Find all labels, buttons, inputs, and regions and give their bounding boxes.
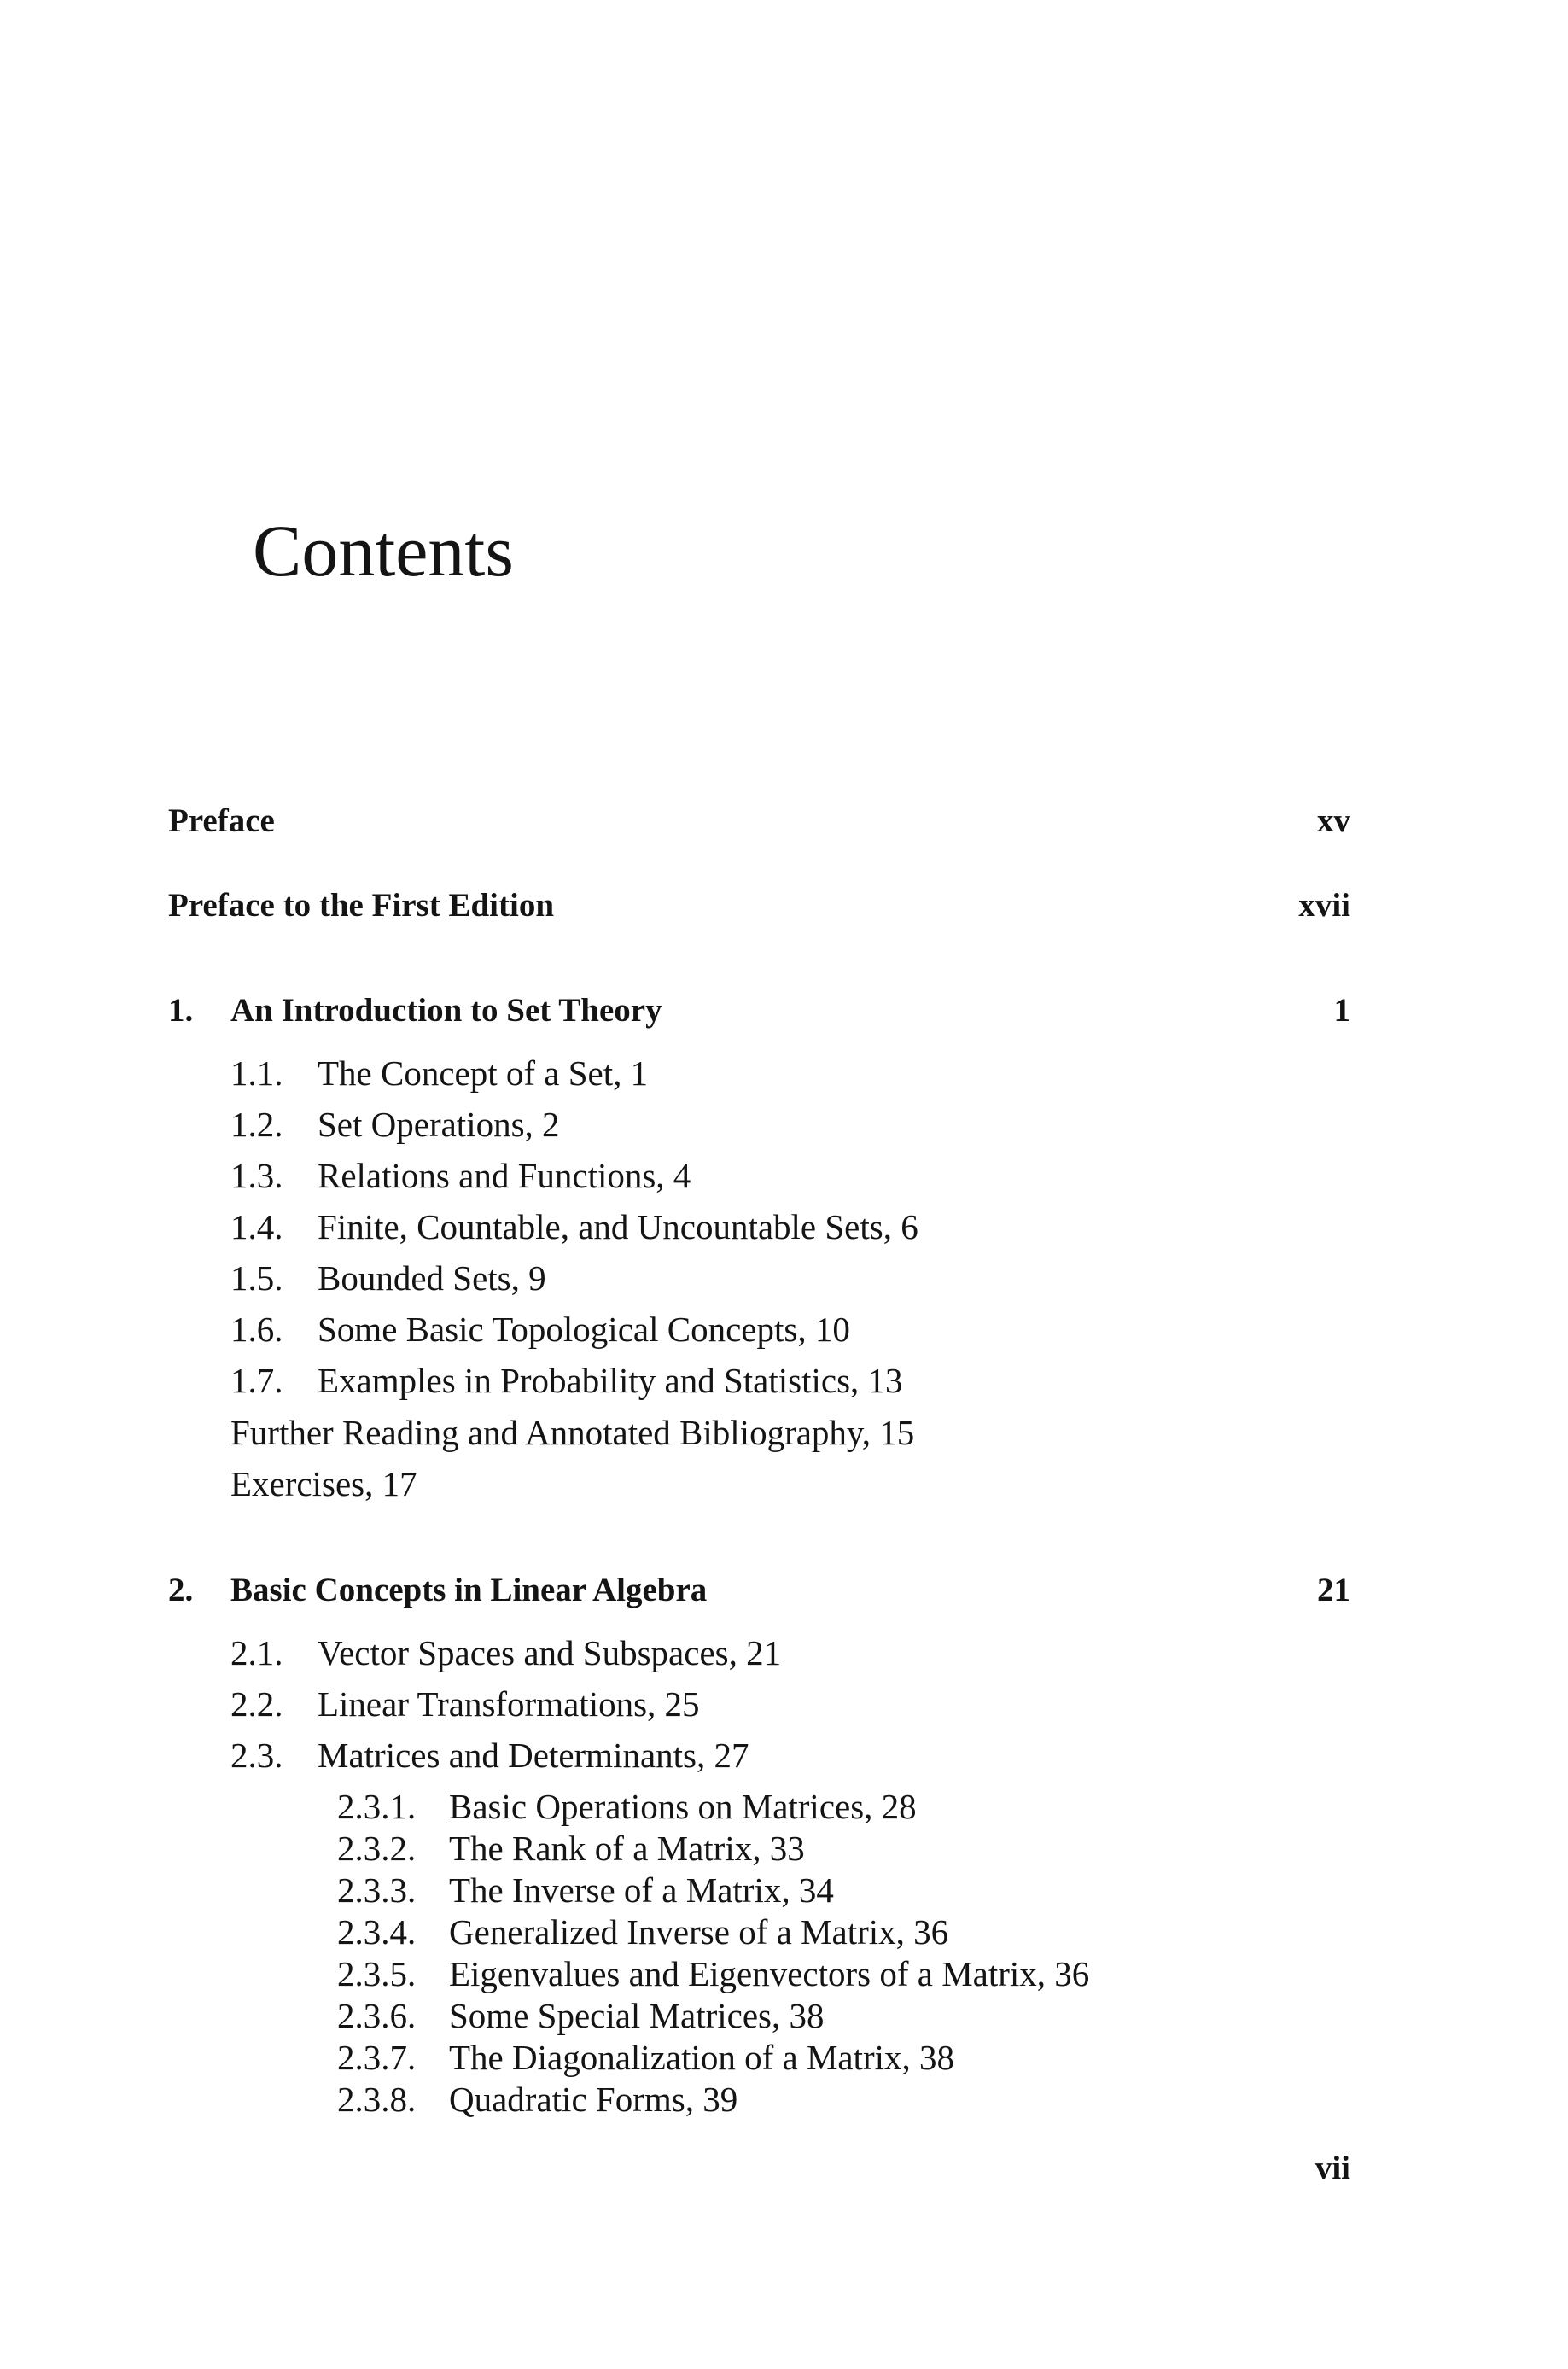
chapter-number: 2.: [168, 1572, 194, 1608]
subsection-title: Quadratic Forms, 39: [449, 2080, 738, 2119]
section-number: 1.7.: [230, 1361, 283, 1400]
section-title: Matrices and Determinants, 27: [318, 1736, 749, 1775]
table-of-contents: [168, 0, 1350, 2369]
section-title: Relations and Functions, 4: [318, 1156, 691, 1195]
toc-chapter-2[interactable]: [168, 1565, 1350, 1616]
chapter-title: An Introduction to Set Theory: [230, 992, 662, 1029]
chapter-title: Basic Concepts in Linear Algebra: [230, 1572, 708, 1608]
section-number: 1.1.: [230, 1053, 283, 1093]
section-number: 2.3.: [230, 1736, 283, 1775]
subsection-title: The Diagonalization of a Matrix, 38: [449, 2038, 955, 2077]
toc-entry-further-reading[interactable]: Further Reading and Annotated Bibliography, 15: [230, 1413, 915, 1452]
toc-entry-preface-first-edition[interactable]: [168, 880, 1350, 931]
subsection-title: Basic Operations on Matrices, 28: [449, 1787, 917, 1826]
subsection-number: 2.3.5.: [337, 1954, 417, 1993]
subsection-title: Eigenvalues and Eigenvectors of a Matrix, 36: [449, 1954, 1090, 1993]
chapter-number: 1.: [168, 992, 194, 1029]
subsection-number: 2.3.1.: [337, 1787, 417, 1826]
section-title: Some Basic Topological Concepts, 10: [318, 1310, 850, 1349]
section-number: 2.1.: [230, 1633, 283, 1672]
section-title: Bounded Sets, 9: [318, 1258, 546, 1298]
section-number: 1.5.: [230, 1258, 283, 1298]
subsection-number: 2.3.6.: [337, 1996, 417, 2035]
subsection-number: 2.3.3.: [337, 1870, 417, 1910]
section-title: The Concept of a Set, 1: [318, 1053, 649, 1093]
section-number: 1.3.: [230, 1156, 283, 1195]
toc-entry-preface[interactable]: [168, 796, 1350, 847]
entry-title: Preface to the First Edition: [168, 887, 555, 924]
chapter-page: 1: [1333, 992, 1350, 1029]
section-title: Finite, Countable, and Uncountable Sets, 6: [318, 1207, 918, 1246]
entry-page: xv: [1317, 802, 1350, 839]
section-title: Examples in Probability and Statistics, 13: [318, 1361, 903, 1400]
toc-chapter-1[interactable]: [168, 985, 1350, 1036]
subsection-number: 2.3.2.: [337, 1829, 417, 1868]
section-title: Set Operations, 2: [318, 1105, 560, 1144]
page-title: Contents: [253, 510, 514, 592]
section-number: 1.4.: [230, 1207, 283, 1246]
section-title: Linear Transformations, 25: [318, 1684, 700, 1724]
subsection-title: Generalized Inverse of a Matrix, 36: [449, 1912, 949, 1952]
subsection-title: The Rank of a Matrix, 33: [449, 1829, 805, 1868]
page-number: vii: [1314, 2150, 1350, 2186]
section-title: Vector Spaces and Subspaces, 21: [318, 1633, 782, 1672]
subsection-title: The Inverse of a Matrix, 34: [449, 1870, 834, 1910]
subsection-number: 2.3.4.: [337, 1912, 417, 1952]
subsection-number: 2.3.8.: [337, 2080, 417, 2119]
entry-page: xvii: [1298, 887, 1350, 924]
section-number: 1.2.: [230, 1105, 283, 1144]
toc-entry-exercises[interactable]: Exercises, 17: [230, 1464, 417, 1503]
subsection-number: 2.3.7.: [337, 2038, 417, 2077]
entry-title: Preface: [168, 802, 275, 839]
subsection-title: Some Special Matrices, 38: [449, 1996, 825, 2035]
section-number: 1.6.: [230, 1310, 283, 1349]
chapter-page: 21: [1317, 1572, 1350, 1608]
section-number: 2.2.: [230, 1684, 283, 1724]
